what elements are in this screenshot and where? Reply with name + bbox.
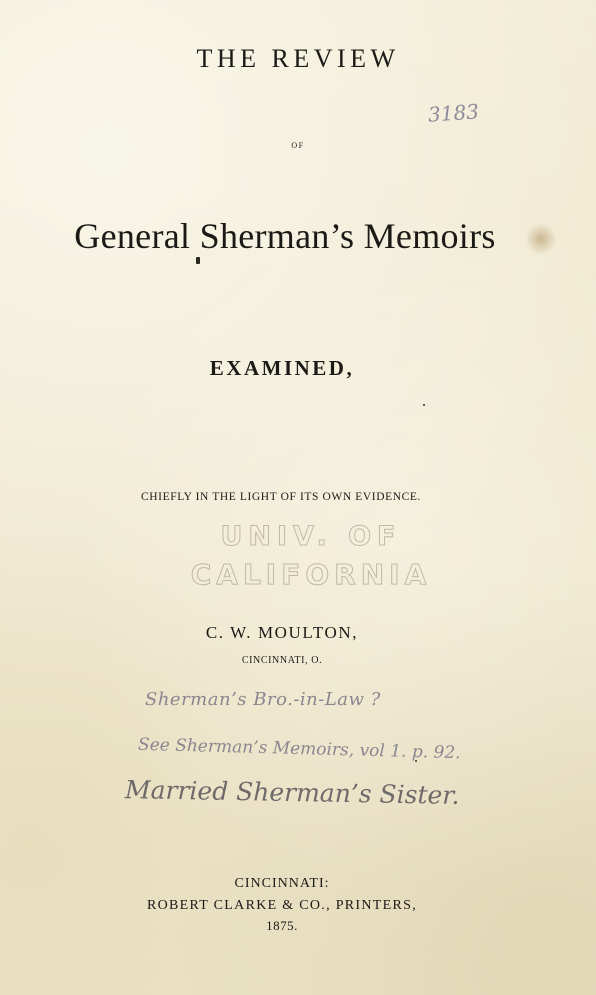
- imprint-printer: ROBERT CLARKE & CO., PRINTERS,: [146, 898, 418, 913]
- library-stamp-line-2: CALIFORNIA: [190, 558, 432, 591]
- title-line-2: OF: [291, 141, 305, 150]
- handwritten-note-2: See Sherman’s Memoirs, vol 1. p. 92.: [137, 734, 461, 764]
- imprint-year: 1875.: [266, 918, 298, 933]
- ink-mark: [196, 257, 200, 264]
- author-name: C. W. MOULTON,: [205, 623, 359, 642]
- handwritten-note-1: Sherman’s Bro.-in-Law ?: [145, 689, 381, 710]
- handwritten-call-number: 3183: [427, 99, 480, 127]
- title-examined: EXAMINED,: [209, 356, 355, 380]
- imprint-city: CINCINNATI:: [234, 876, 330, 891]
- author-city: CINCINNATI, O.: [241, 655, 323, 666]
- subtitle: CHIEFLY IN THE LIGHT OF ITS OWN EVIDENCE.: [140, 491, 422, 503]
- book-title: General Sherman’s Memoirs: [74, 216, 496, 256]
- handwritten-note-3: Married Sherman’s Sister.: [124, 775, 460, 810]
- library-stamp-line-1: UNIV. OF: [220, 521, 402, 552]
- paper-speck: [423, 404, 425, 406]
- title-line-1: THE REVIEW: [196, 44, 400, 73]
